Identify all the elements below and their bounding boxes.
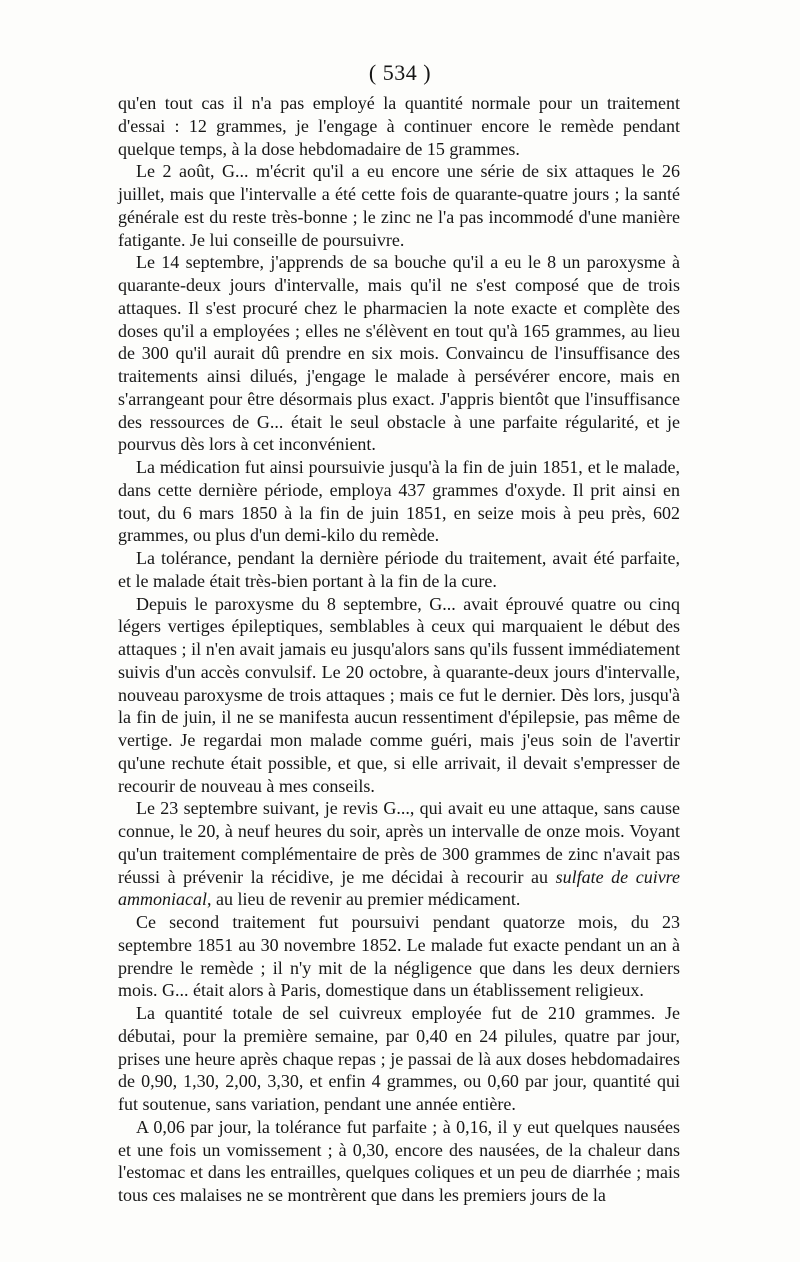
- page-number: ( 534 ): [368, 60, 432, 85]
- paragraph-3: Le 14 septembre, j'apprends de sa bouche qu'il a eu le 8 un paroxysme à quarante-deux jours d'intervalle, mais qu'il ne s'est composé que de trois attaques. Il s'est procuré chez le pharmacien la note exacte et complète des doses qu'il a employées ; elles ne s'élèvent en tout qu'à 165 grammes, au lieu de 300 qu'il aurait dû prendre en six mois. Convaincu de l'insuffisance des traitements ainsi dilués, j'engage le malade à persévérer encore, mais en s'arrangeant pour être désormais plus exact. J'appris bientôt que l'insuffisance des ressources de G... était le seul obstacle à une parfaite régularité, et je pourvus dès lors à cet inconvénient.: [118, 252, 680, 455]
- paragraph-4: La médication fut ainsi poursuivie jusqu'à la fin de juin 1851, et le malade, dans cette dernière période, employa 437 grammes d'oxyde. Il prit ainsi en tout, du 6 mars 1850 à la fin de juin 1851, en seize mois à peu près, 602 grammes, ou plus d'un demi-kilo du remède.: [118, 457, 680, 546]
- paragraph-6: Depuis le paroxysme du 8 septembre, G... avait éprouvé quatre ou cinq légers vertiges épileptiques, semblables à ceux qui marquaient le début des attaques ; il n'en avait jamais eu jusqu'alors sans qu'ils fussent immédiatement suivis d'un accès convulsif. Le 20 octobre, à quarante-deux jours d'intervalle, nouveau paroxysme de trois attaques ; mais ce fut le dernier. Dès lors, jusqu'à la fin de juin, il ne se manifesta aucun ressentiment d'épilepsie, pas même de vertige. Je regardai mon malade comme guéri, mais j'eus soin de l'avertir qu'une rechute était possible, et que, si elle arrivait, il devait s'empresser de recourir de nouveau à mes conseils.: [118, 593, 680, 796]
- paragraph-7-text-before: Le 23 septembre suivant, je revis G..., qui avait eu une attaque, sans cause connue, le 20, à neuf heures du soir, après un intervalle de onze mois. Voyant qu'un traitement complémentaire de près de 300 grammes de zinc n'avait pas réussi à prévenir la récidive, je me décidai à recourir au: [118, 798, 680, 887]
- paragraph-7: [118, 797, 680, 911]
- paragraph-9: La quantité totale de sel cuivreux employée fut de 210 grammes. Je débutai, pour la première semaine, par 0,40 en 24 pilules, quatre par jour, prises une heure après chaque repas ; je passai de là aux doses hebdomadaires de 0,90, 1,30, 2,00, 3,30, et enfin 4 grammes, ou 0,60 par jour, quantité qui fut soutenue, sans variation, pendant une année entière.: [118, 1003, 680, 1114]
- paragraph-5: La tolérance, pendant la dernière période du traitement, avait été parfaite, et le malade était très-bien portant à la fin de la cure.: [118, 548, 680, 591]
- paragraph-10: A 0,06 par jour, la tolérance fut parfaite ; à 0,16, il y eut quelques nausées et une fois un vomissement ; à 0,30, encore des nausées, de la chaleur dans l'estomac et dans les entrailles, quelques coliques et un peu de diarrhée ; mais tous ces malaises ne se montrèrent que dans les premiers jours de la: [118, 1116, 680, 1205]
- body-text: [118, 92, 680, 1207]
- paragraph-2: Le 2 août, G... m'écrit qu'il a eu encore une série de six attaques le 26 juillet, mais que l'intervalle a été cette fois de quarante-quatre jours ; la santé générale est du reste très-bonne ; le zinc ne l'a pas incommodé d'une manière fatigante. Je lui conseille de poursuivre.: [118, 161, 680, 250]
- paragraph-1: qu'en tout cas il n'a pas employé la quantité normale pour un traitement d'essai : 12 grammes, je l'engage à continuer encore le remède pendant quelque temps, à la dose hebdomadaire de 15 grammes.: [118, 93, 680, 159]
- paragraph-7-italic-term: sulfate de cuivre ammoniacal: [118, 866, 681, 910]
- paragraph-7-text-after: , au lieu de revenir au premier médicament.: [207, 889, 521, 910]
- paragraph-8: Ce second traitement fut poursuivi pendant quatorze mois, du 23 septembre 1851 au 30 novembre 1852. Le malade fut exacte pendant un an à prendre le remède ; il n'y mit de la négligence que dans les deux derniers mois. G... était alors à Paris, domestique dans un établissement religieux.: [118, 912, 680, 1001]
